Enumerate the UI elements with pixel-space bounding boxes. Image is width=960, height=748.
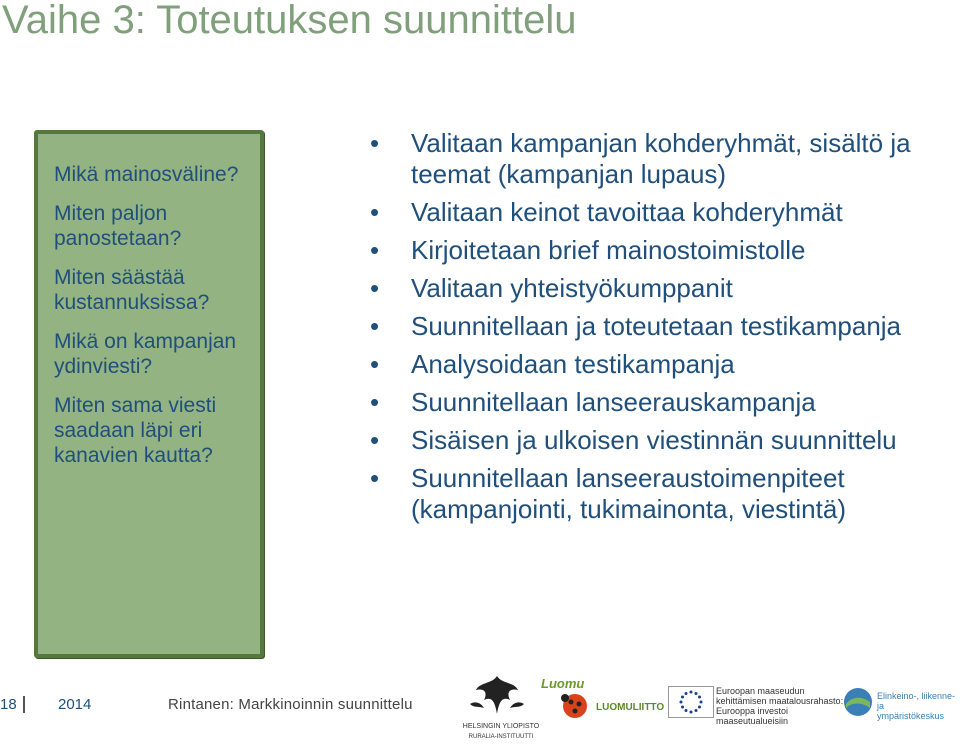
footer-year: 2014	[58, 696, 92, 713]
helsinki-label: HELSINGIN YLIOPISTO	[462, 723, 540, 730]
eu-line-1: Euroopan maaseudun	[716, 686, 805, 696]
questions-box	[34, 130, 264, 658]
eu-fund-text	[716, 686, 846, 726]
luomu-logo	[541, 676, 595, 720]
bullet-item: • Sisäisen ja ulkoisen viestinnän suunnittelu	[370, 425, 955, 456]
slide-footer	[0, 676, 960, 748]
bullet-item: • Suunnitellaan lanseeraustoimenpiteet (kampanjointi, tukimainonta, viestintä)	[370, 463, 955, 525]
question-item: Mikä mainosväline?	[54, 163, 239, 186]
page-number: 18	[0, 696, 25, 713]
question-item: Miten sama viesti saadaan läpi eri kanavien kautta?	[54, 394, 217, 467]
bullet-item: • Valitaan keinot tavoittaa kohderyhmät	[370, 197, 955, 228]
ely-logo	[842, 686, 874, 718]
ely-text	[877, 691, 960, 721]
luomu-label: Luomu	[541, 676, 585, 691]
slide-title: Vaihe 3: Toteutuksen suunnittelu	[2, 0, 577, 42]
bullet-item: • Kirjoitetaan brief mainostoimistolle	[370, 235, 955, 266]
ely-line-1: Elinkeino-, liikenne- ja	[877, 691, 956, 711]
footer-author: Rintanen: Markkinoinnin suunnittelu	[168, 696, 413, 713]
questions-list	[54, 162, 264, 482]
eu-line-2: kehittämisen maatalousrahasto:	[716, 696, 844, 706]
eu-line-3: Eurooppa investoi maaseutualueisiin	[716, 706, 789, 726]
question-item: Mikä on kampanjan ydinviesti?	[54, 330, 237, 378]
question-item: Miten paljon panostetaan?	[54, 202, 182, 250]
eu-flag-logo	[668, 686, 714, 718]
ruralia-label: RURALIA-INSTITUUTTI	[468, 734, 534, 740]
bullet-item: • Suunnitellaan lanseerauskampanja	[370, 387, 955, 418]
ely-emblem-icon	[842, 686, 874, 718]
bullet-item: • Suunnitellaan ja toteutetaan testikampanja	[370, 311, 955, 342]
luomuliitto-logo: LUOMULIITTO	[596, 702, 665, 713]
bullet-item: • Analysoidaan testikampanja	[370, 349, 955, 380]
bullet-item: • Valitaan yhteistyökumppanit	[370, 273, 955, 304]
eu-stars-icon	[669, 687, 713, 717]
helsinki-university-logo	[462, 674, 540, 740]
question-item: Miten säästää kustannuksissa?	[54, 266, 210, 314]
bullet-list	[370, 128, 955, 532]
ely-line-2: ympäristökeskus	[877, 711, 945, 721]
flame-emblem-icon	[462, 674, 532, 718]
bullet-item: • Valitaan kampanjan kohderyhmät, sisältö ja teemat (kampanjan lupaus)	[370, 128, 955, 190]
